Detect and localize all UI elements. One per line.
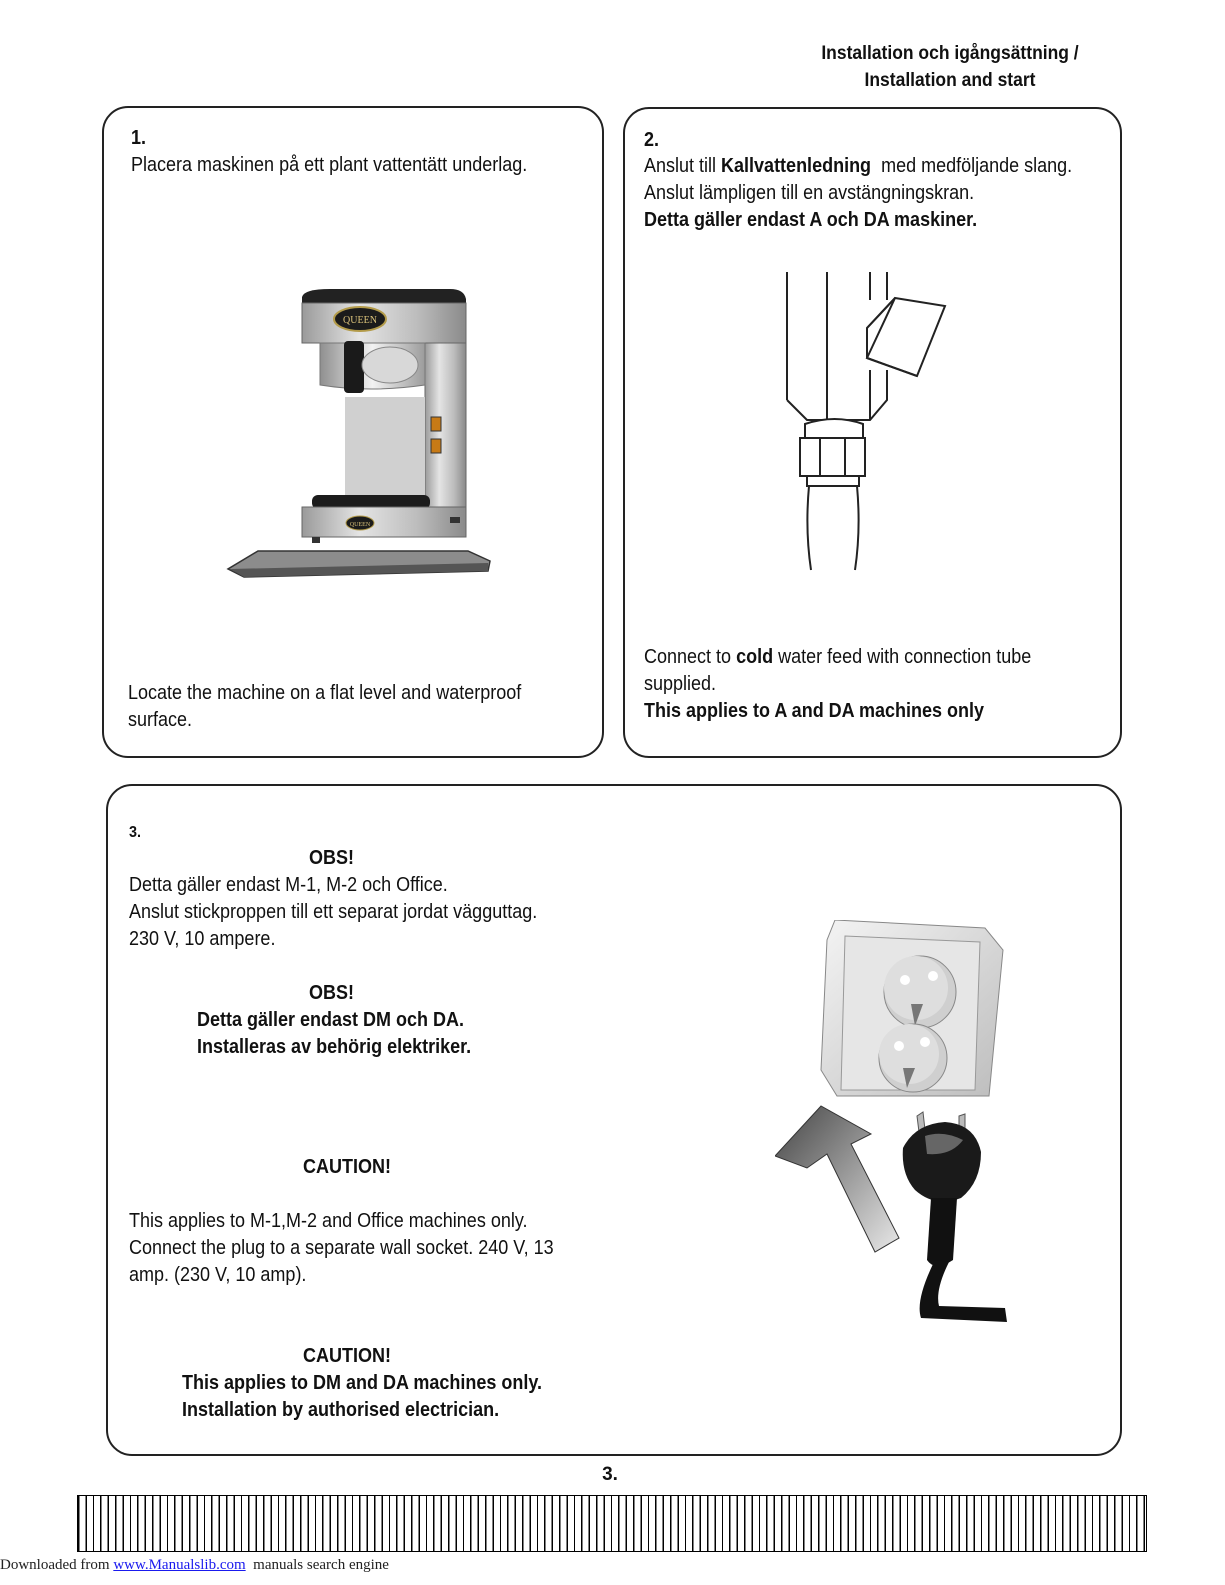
caution-2-line-2: Installation by authorised electrician.	[182, 1399, 500, 1421]
obs-2-line-2: Installeras av behörig elektriker.	[197, 1036, 472, 1058]
header-title-en: Installation and start	[864, 70, 1036, 91]
footer-suffix: manuals search engine	[245, 1557, 389, 1573]
manualslib-link[interactable]: www.Manualslib.com	[113, 1557, 246, 1573]
step-2-number: 2.	[644, 129, 660, 151]
step-1-text-en-2: surface.	[128, 709, 193, 731]
obs-1-line-3: 230 V, 10 ampere.	[129, 928, 276, 950]
step-1-number: 1.	[131, 127, 147, 149]
arrow-icon	[775, 1106, 899, 1252]
queen-logo-text: QUEEN	[343, 315, 377, 326]
caution-1-line-1: This applies to M-1,M-2 and Office machines only.	[129, 1210, 528, 1232]
step-2-text-en-3: This applies to A and DA machines only	[644, 700, 985, 722]
step-2-text-sv-1	[644, 153, 1072, 180]
water-connection-illustration	[775, 270, 950, 580]
download-footer	[0, 1557, 389, 1574]
obs-title-2: OBS!	[309, 982, 354, 1004]
step-1-text-en-1: Locate the machine on a flat level and waterproof	[128, 682, 522, 704]
caution-2-line-1: This applies to DM and DA machines only.	[182, 1372, 543, 1394]
obs-2-line-1: Detta gäller endast DM och DA.	[197, 1009, 465, 1031]
caution-title-2: CAUTION!	[303, 1345, 391, 1367]
page-number: 3.	[602, 1464, 618, 1485]
step-2-text-en-1	[644, 644, 1031, 671]
step-2-text-en-2: supplied.	[644, 673, 717, 695]
wall-socket-and-plug-illustration	[775, 920, 1025, 1340]
page-header	[812, 40, 1088, 94]
caution-1-line-2: Connect the plug to a separate wall socket. 240 V, 13	[129, 1237, 554, 1259]
step-2-text-sv-1c: med medföljande slang.	[871, 155, 1073, 177]
step-2-text-sv-2: Anslut lämpligen till en avstängningskran.	[644, 182, 975, 204]
decorative-stripe-bar	[77, 1495, 1147, 1552]
step-2-text-en-1b: cold	[736, 646, 774, 668]
coffee-machine-illustration	[220, 285, 495, 585]
caution-1-line-3: amp. (230 V, 10 amp).	[129, 1264, 307, 1286]
obs-title-1: OBS!	[309, 847, 354, 869]
caution-title-1: CAUTION!	[303, 1156, 391, 1178]
step-2-text-sv-1b: Kallvattenledning	[721, 155, 872, 177]
power-plug-icon	[903, 1112, 1007, 1322]
step-1-text-sv: Placera maskinen på ett plant vattentätt underlag.	[131, 154, 528, 176]
step-2-text-sv-1a: Anslut till	[644, 155, 722, 177]
footer-prefix: Downloaded from	[0, 1557, 114, 1573]
header-title-sv: Installation och igångsättning /	[821, 43, 1079, 64]
step-2-text-sv-3: Detta gäller endast A och DA maskiner.	[644, 209, 978, 231]
obs-1-line-2: Anslut stickproppen till ett separat jordat vägguttag.	[129, 901, 538, 923]
queen-logo-base-text: QUEEN	[349, 522, 371, 528]
step-2-text-en-1a: Connect to	[644, 646, 737, 668]
step-2-text-en-1c: water feed with connection tube	[773, 646, 1032, 668]
step-3-number: 3.	[129, 824, 142, 841]
obs-1-line-1: Detta gäller endast M-1, M-2 och Office.	[129, 874, 448, 896]
